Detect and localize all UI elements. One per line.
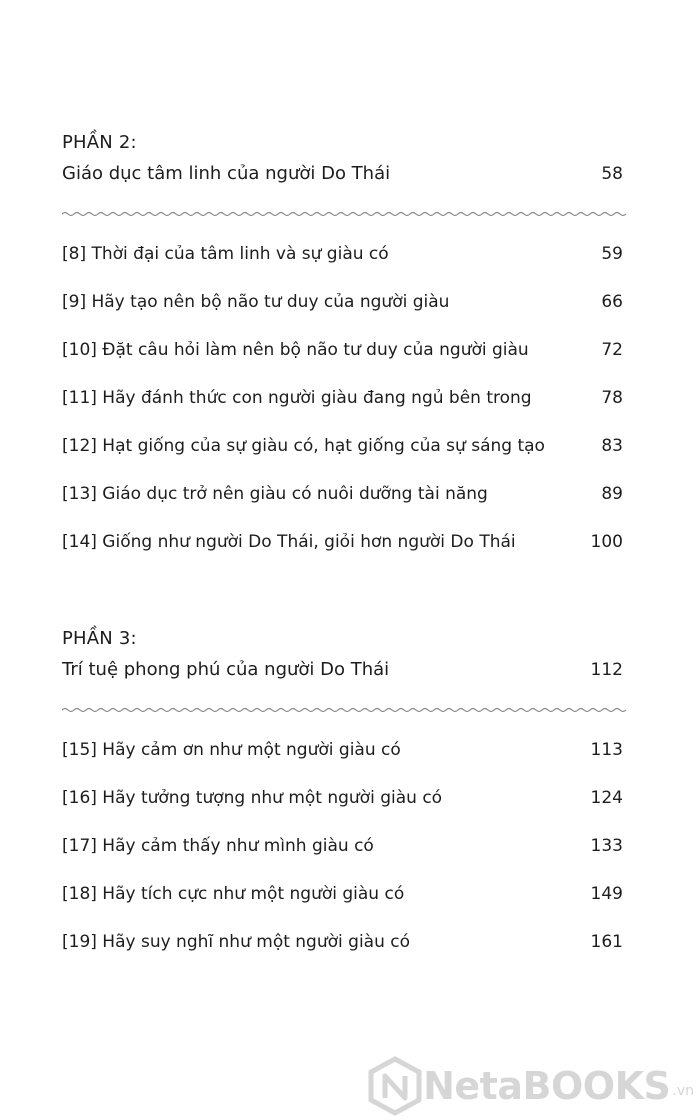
watermark <box>367 1056 694 1116</box>
part-title-row[interactable] <box>62 658 628 682</box>
toc-entry-page: 72 <box>601 340 623 360</box>
toc-entry[interactable] <box>62 338 628 386</box>
toc-entry[interactable] <box>62 290 628 338</box>
toc-entry[interactable] <box>62 242 628 290</box>
hexagon-n-logo-icon <box>367 1056 423 1116</box>
part-page-number: 112 <box>590 660 623 680</box>
part-title-row[interactable] <box>62 162 628 186</box>
toc-entry-list <box>62 242 628 578</box>
toc-entry[interactable] <box>62 530 628 578</box>
part-title: Giáo dục tâm linh của người Do Thái <box>62 163 391 184</box>
toc-entry-page: 100 <box>590 532 623 552</box>
part-title: Trí tuệ phong phú của người Do Thái <box>62 659 390 680</box>
toc-entry[interactable] <box>62 882 628 930</box>
toc-entry-title: [15] Hãy cảm ơn như một người giàu có <box>62 740 401 760</box>
toc-entry-title: [8] Thời đại của tâm linh và sự giàu có <box>62 244 389 264</box>
watermark-brand: NetaBOOKS <box>423 1064 671 1108</box>
toc-entry[interactable] <box>62 738 628 786</box>
toc-entry[interactable] <box>62 930 628 978</box>
toc-entry-list <box>62 738 628 978</box>
wavy-divider <box>62 210 628 218</box>
toc-entry[interactable] <box>62 834 628 882</box>
toc-entry[interactable] <box>62 386 628 434</box>
toc-entry-page: 83 <box>601 436 623 456</box>
toc-entry-page: 66 <box>601 292 623 312</box>
toc-entry-page: 149 <box>590 884 623 904</box>
toc-entry[interactable] <box>62 786 628 834</box>
toc-entry-title: [18] Hãy tích cực như một người giàu có <box>62 884 405 904</box>
toc-entry-page: 59 <box>601 244 623 264</box>
toc-entry[interactable] <box>62 434 628 482</box>
toc-entry-page: 161 <box>590 932 623 952</box>
toc-entry-page: 78 <box>601 388 623 408</box>
toc-entry-page: 133 <box>590 836 623 856</box>
watermark-suffix: .vn <box>672 1083 694 1099</box>
toc-section-part-3 <box>62 628 628 978</box>
toc-entry-title: [16] Hãy tưởng tượng như một người giàu có <box>62 788 443 808</box>
toc-entry-page: 89 <box>601 484 623 504</box>
toc-entry-title: [10] Đặt câu hỏi làm nên bộ não tư duy của người giàu <box>62 340 529 360</box>
toc-entry-title: [14] Giống như người Do Thái, giỏi hơn người Do Thái <box>62 532 516 552</box>
part-label: PHẦN 2: <box>62 132 137 153</box>
toc-entry-title: [11] Hãy đánh thức con người giàu đang ngủ bên trong <box>62 388 532 408</box>
toc-entry-title: [17] Hãy cảm thấy như mình giàu có <box>62 836 374 856</box>
part-page-number: 58 <box>601 164 623 184</box>
wavy-divider <box>62 706 628 714</box>
toc-entry-title: [9] Hãy tạo nên bộ não tư duy của người giàu <box>62 292 450 312</box>
part-label: PHẦN 3: <box>62 628 137 649</box>
toc-entry-title: [13] Giáo dục trở nên giàu có nuôi dưỡng tài năng <box>62 484 488 504</box>
toc-entry-title: [19] Hãy suy nghĩ như một người giàu có <box>62 932 411 952</box>
toc-section-part-2 <box>62 132 628 578</box>
toc-entry-page: 113 <box>590 740 623 760</box>
toc-entry-title: [12] Hạt giống của sự giàu có, hạt giống của sự sáng tạo <box>62 436 545 456</box>
toc-entry-page: 124 <box>590 788 623 808</box>
toc-entry[interactable] <box>62 482 628 530</box>
